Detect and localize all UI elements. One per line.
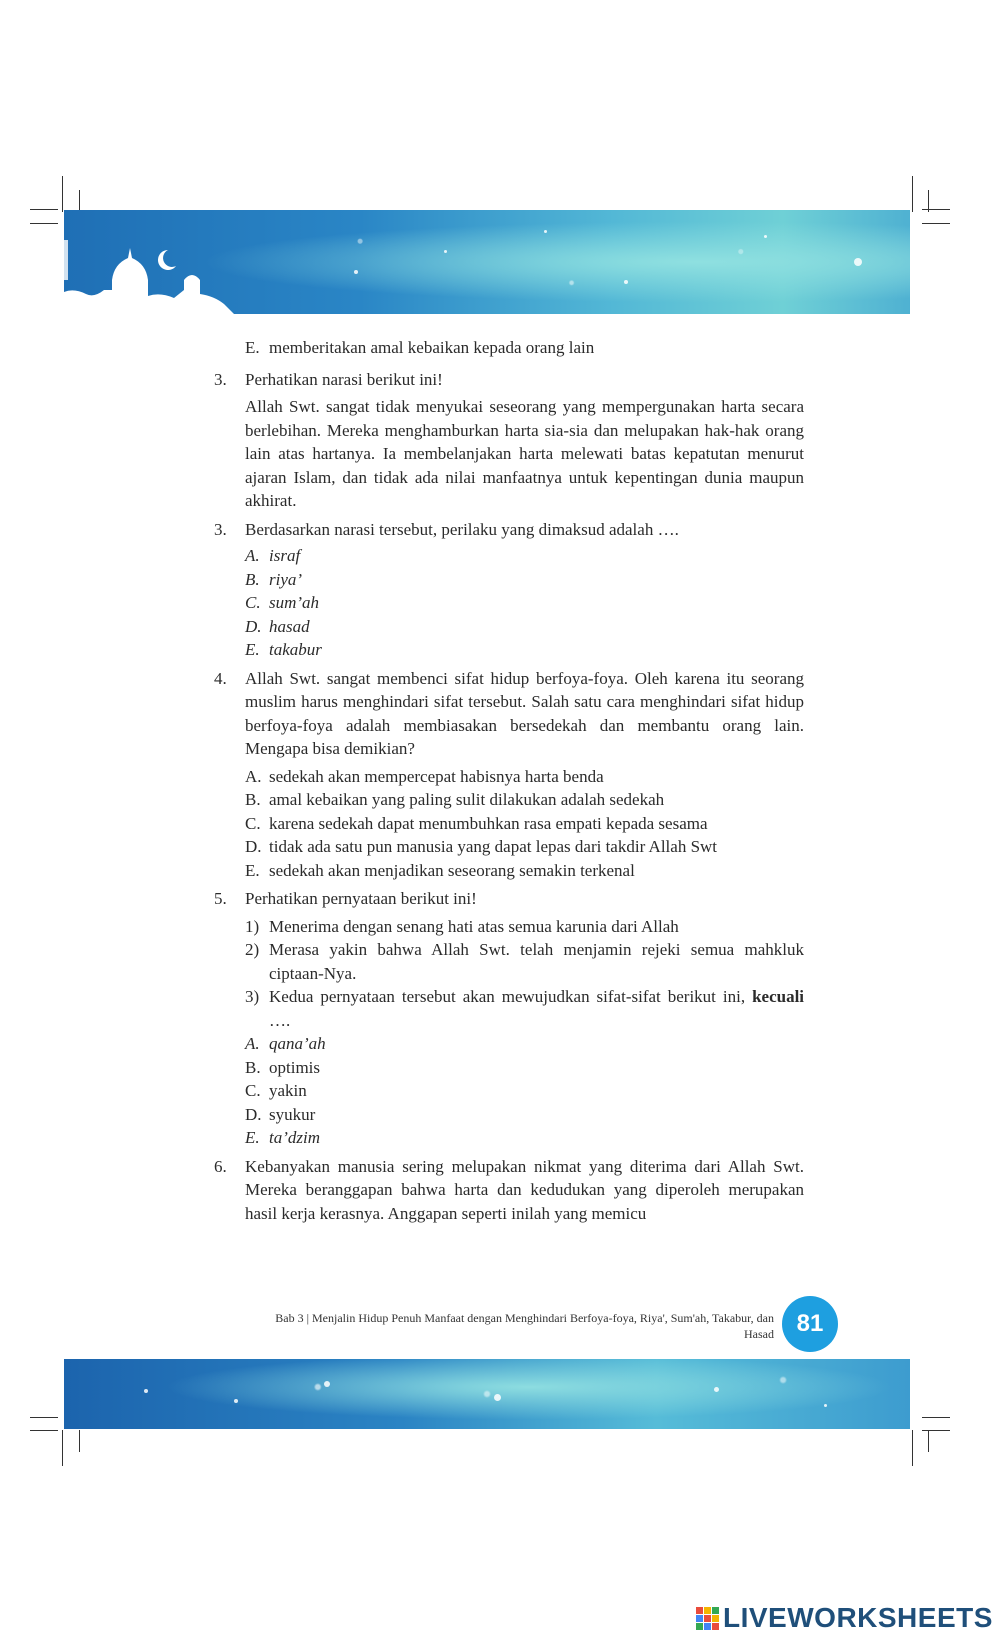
liveworksheets-logo[interactable] — [696, 1602, 993, 1634]
option-d[interactable] — [214, 615, 804, 639]
option-label: C. — [245, 593, 261, 612]
option-label: B. — [245, 1057, 261, 1077]
question-6 — [214, 1155, 804, 1226]
option-text: tidak ada satu pun manusia yang dapat lepas dari takdir Allah Swt — [269, 837, 718, 856]
question-number: 4. — [214, 668, 227, 688]
logo-text: LIVEWORKSHEETS — [723, 1602, 993, 1633]
page-number: 81 — [782, 1296, 838, 1352]
option-label: B. — [245, 790, 261, 809]
option-text: sum’ah — [269, 593, 320, 612]
question-number: 6. — [214, 1156, 227, 1176]
statement-3 — [214, 985, 804, 1032]
option-a[interactable] — [214, 544, 804, 568]
question-number: 5. — [214, 889, 227, 908]
option-e[interactable] — [214, 638, 804, 662]
option-label: D. — [245, 837, 262, 856]
option-e[interactable] — [214, 859, 804, 883]
option-d[interactable] — [214, 1103, 804, 1127]
option-c[interactable] — [214, 591, 804, 615]
question-text: Perhatikan narasi berikut ini! — [245, 369, 443, 389]
option-label: E. — [245, 338, 260, 357]
option-label: E. — [245, 1128, 260, 1147]
statement-text: Menerima dengan senang hati atas semua karunia dari Allah — [269, 916, 679, 936]
option-text: syukur — [269, 1104, 316, 1124]
statement-label: 1) — [245, 916, 260, 936]
option-label: A. — [245, 546, 260, 565]
question-content — [214, 336, 804, 1225]
q3-options — [214, 544, 804, 662]
option-text: memberitakan amal kebaikan kepada orang lain — [269, 338, 595, 357]
emphasis-kecuali: kecuali — [752, 987, 805, 1006]
option-e[interactable] — [214, 1126, 804, 1150]
question-number: 3. — [214, 369, 227, 389]
option-d[interactable] — [214, 835, 804, 859]
option-text: qana’ah — [269, 1034, 326, 1053]
mosque-silhouette-icon — [64, 240, 234, 314]
option-label: E. — [245, 860, 260, 880]
question-5 — [214, 887, 804, 911]
q4-options — [214, 765, 804, 883]
question-text: Berdasarkan narasi tersebut, perilaku yang dimaksud adalah …. — [245, 519, 679, 539]
q3-intro — [214, 368, 804, 392]
option-b[interactable] — [214, 788, 804, 812]
statement-2 — [214, 938, 804, 985]
q5-statements — [214, 915, 804, 1033]
chapter-title-line1: Bab 3 | Menjalin Hidup Penuh Manfaat dengan Menghindari Berfoya-foya, Riya', Sum'ah, Takabur, dan — [275, 1311, 774, 1325]
option-text: optimis — [269, 1057, 321, 1077]
question-text: Perhatikan pernyataan berikut ini! — [245, 889, 477, 908]
option-label: A. — [245, 1034, 260, 1053]
option-text: sedekah akan mempercepat habisnya harta benda — [269, 766, 604, 786]
option-text: karena sedekah dapat menumbuhkan rasa empati kepada sesama — [269, 813, 708, 833]
option-a[interactable] — [214, 765, 804, 789]
option-c[interactable] — [214, 812, 804, 836]
option-text: yakin — [269, 1081, 307, 1100]
option-b[interactable] — [214, 1056, 804, 1080]
option-label: C. — [245, 1081, 261, 1100]
option-text: riya’ — [269, 569, 303, 589]
q5-options — [214, 1032, 804, 1150]
statement-label: 2) — [245, 940, 260, 959]
option-text: ta’dzim — [269, 1128, 320, 1147]
option-label: E. — [245, 640, 260, 659]
option-text: sedekah akan menjadikan seseorang semakin terkenal — [269, 860, 635, 880]
option-label: C. — [245, 813, 261, 833]
option-a[interactable] — [214, 1032, 804, 1056]
question-text: Kebanyakan manusia sering melupakan nikmat yang diterima dari Allah Swt. Mereka beranggapan bahwa harta dan kedudukan yang diperoleh merupakan hasil kerja kerasnya. Anggapan seperti inilah yang memicu — [245, 1156, 804, 1223]
statement-1 — [214, 915, 804, 939]
option-text: hasad — [269, 616, 310, 636]
option-label: A. — [245, 766, 262, 786]
chapter-footer — [214, 1310, 774, 1342]
question-4 — [214, 667, 804, 761]
statement-text: Merasa yakin bahwa Allah Swt. telah menjamin rejeki semua mahkluk ciptaan-Nya. — [269, 940, 804, 983]
question-number: 3. — [214, 519, 227, 539]
option-text: israf — [269, 546, 301, 565]
statement-text: Kedua pernyataan tersebut akan mewujudkan sifat-sifat berikut ini, — [269, 987, 746, 1006]
header-banner — [64, 210, 910, 314]
option-c[interactable] — [214, 1079, 804, 1103]
option-text: takabur — [269, 640, 322, 659]
q3-narrative: Allah Swt. sangat tidak menyukai seseorang yang mempergunakan harta secara berlebihan. Mereka menghamburkan harta sia-sia dan melupakan hak-hak orang lain atas hartanya. Ia membelanjakan harta melewati batas kepatutan menurut ajaran Islam, dan tidak ada nilai manfaatnya untuk kepentingan dunia maupun akhirat. — [245, 397, 804, 510]
option-label: D. — [245, 616, 262, 636]
statement-label: 3) — [245, 987, 260, 1006]
footer-banner — [64, 1359, 910, 1429]
q2-option-e — [214, 336, 804, 360]
logo-grid-icon — [696, 1607, 719, 1630]
statement-suffix: …. — [269, 1010, 291, 1030]
question-3 — [214, 518, 804, 542]
option-b[interactable] — [214, 568, 804, 592]
option-label: B. — [245, 569, 260, 589]
question-text: Allah Swt. sangat membenci sifat hidup berfoya-foya. Oleh karena itu seorang muslim harus menghindari sifat tersebut. Salah satu cara menghindari sifat hidup berfoya-foya adalah membiasakan bersedekah dan membantu orang lain. Mengapa bisa demikian? — [245, 668, 804, 758]
chapter-title-line2: Hasad — [744, 1327, 774, 1341]
option-label: D. — [245, 1104, 262, 1124]
option-text: amal kebaikan yang paling sulit dilakukan adalah sedekah — [269, 790, 665, 809]
